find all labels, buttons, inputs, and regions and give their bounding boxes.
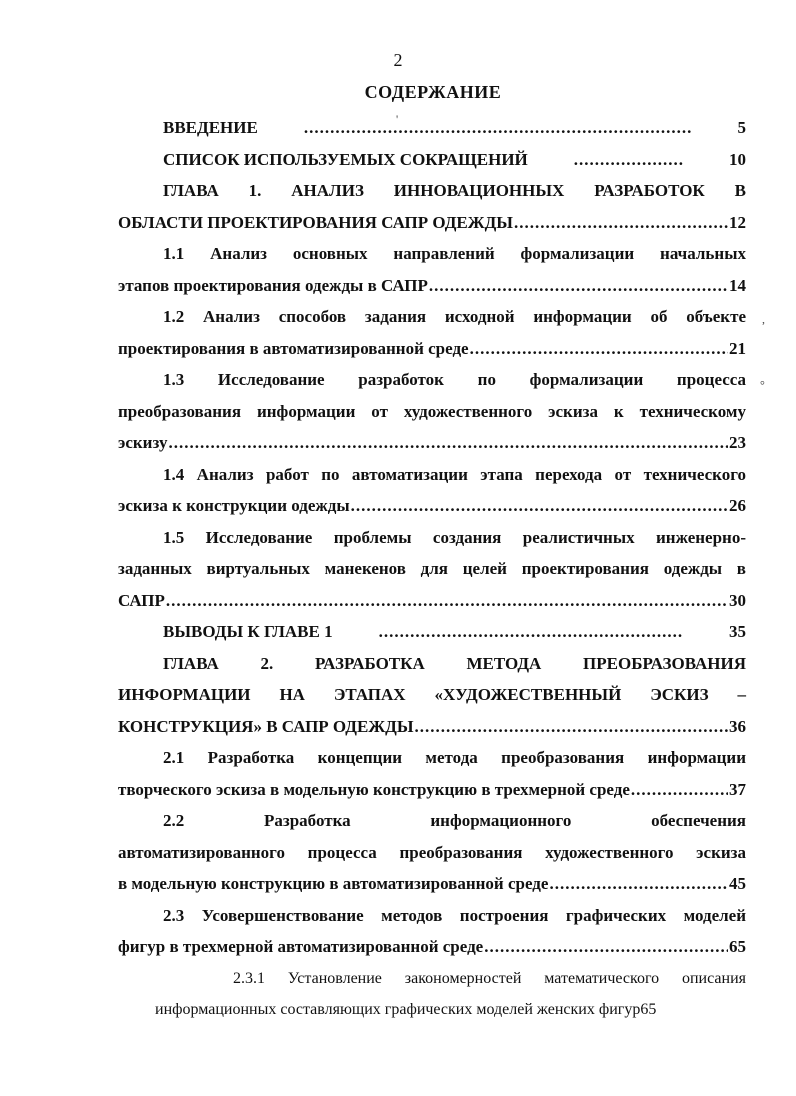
toc-entry-1-1[interactable]: 1.1 Анализ основных направлений формализации начальных этапов проектирования одежды в САПР ..... 14 [118,238,746,301]
toc-entry-1-2[interactable]: 1.2 Анализ способов задания исходной информации об объекте проектирования в автоматизированной среде ..... 21 [118,301,746,364]
toc-entry-conclusions-1[interactable]: ВЫВОДЫ К ГЛАВЕ 1 ..... 35 [118,616,746,648]
toc-entry-1-4[interactable]: 1.4 Анализ работ по автоматизации этапа перехода от технического эскиза к конструкции одежды ..... 26 [118,459,746,522]
toc-entry-2-3[interactable]: 2.3 Усовершенствование методов построения графических моделей фигур в трехмерной автоматизированной среде ..... 65 [118,900,746,963]
scan-speck: ' [396,112,399,126]
scan-speck: ° [760,378,765,392]
toc-entry-1-5[interactable]: 1.5 Исследование проблемы создания реалистичных инженерно- заданных виртуальных манекенов для целей проектирования одежды в САПР ..... 30 [118,522,746,617]
page-number: 2 [393,50,403,70]
toc-entry-chapter-2[interactable]: ГЛАВА 2. РАЗРАБОТКА МЕТОДА ПРЕОБРАЗОВАНИЯ ИНФОРМАЦИИ НА ЭТАПАХ «ХУДОЖЕСТВЕННЫЙ ЭСКИЗ – КОНСТРУКЦИЯ» В САПР ОДЕЖДЫ ..... 36 [118,648,746,743]
toc-title: СОДЕРЖАНИЕ [364,82,502,102]
toc-entry-1-3[interactable]: 1.3 Исследование разработок по формализации процесса преобразования информации от художественного эскиза к техническому эскизу ..... 23 [118,364,746,459]
toc-entry-2-2[interactable]: 2.2 Разработка информационного обеспечения автоматизированного процесса преобразования художественного эскиза в модельную конструкцию в автоматизированной среде ..... 45 [118,805,746,900]
table-of-contents [118,112,746,1026]
toc-entry-2-3-1[interactable]: 2.3.1 Установление закономерностей математического описания информационных составляющих графических моделей женских фигур65 [155,969,746,1018]
toc-entry-2-1[interactable]: 2.1 Разработка концепции метода преобразования информации творческого эскиза в модельную конструкцию в трехмерной среде ..... 37 [118,742,746,805]
toc-entry-chapter-1[interactable]: ГЛАВА 1. АНАЛИЗ ИННОВАЦИОННЫХ РАЗРАБОТОК В ОБЛАСТИ ПРОЕКТИРОВАНИЯ САПР ОДЕЖДЫ ..... 12 [118,175,746,238]
toc-entry-abbreviations[interactable]: СПИСОК ИСПОЛЬЗУЕМЫХ СОКРАЩЕНИЙ ..... 10 [118,144,746,176]
toc-entry-introduction[interactable]: ВВЕДЕНИЕ ..... 5 [118,112,746,144]
scan-speck: , [762,312,765,326]
